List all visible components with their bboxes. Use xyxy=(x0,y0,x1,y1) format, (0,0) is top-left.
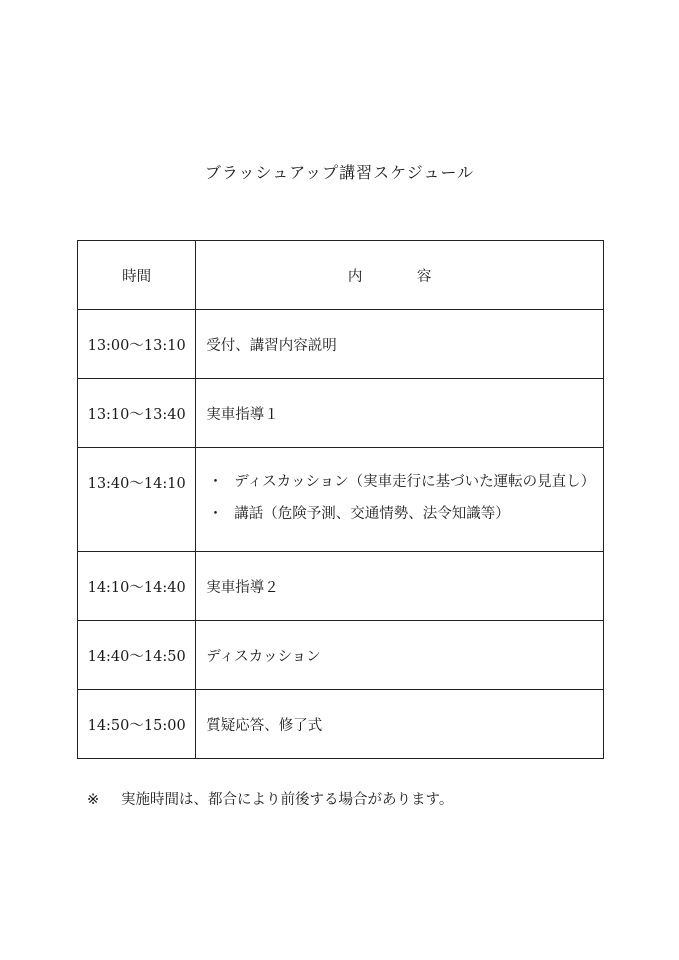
bullet-text: ディスカッション（実車走行に基づいた運転の見直し） xyxy=(234,474,596,490)
table-row xyxy=(78,448,604,552)
table-row xyxy=(78,310,604,379)
row-time: 13:10～13:40 xyxy=(78,379,196,448)
table-row xyxy=(78,690,604,759)
row-time: 13:00～13:10 xyxy=(78,310,196,379)
schedule-table xyxy=(77,240,604,759)
row-time: 14:10～14:40 xyxy=(78,552,196,621)
bullet-item xyxy=(206,466,603,498)
bullet-item xyxy=(206,498,603,530)
bullet-mark: ・ xyxy=(208,506,223,522)
table-row xyxy=(78,621,604,690)
table-row xyxy=(78,379,604,448)
row-content: 受付、講習内容説明 xyxy=(196,310,604,379)
row-content-bullets xyxy=(196,448,604,552)
page-title: ブラッシュアップ講習スケジュール xyxy=(204,163,475,182)
reference-mark: ※ xyxy=(87,792,100,808)
row-content: ディスカッション xyxy=(196,621,604,690)
row-content: 実車指導１ xyxy=(196,379,604,448)
row-content: 質疑応答、修了式 xyxy=(196,690,604,759)
row-content: 実車指導２ xyxy=(196,552,604,621)
bullet-text: 講話（危険予測、交通情勢、法令知識等） xyxy=(234,506,510,522)
header-content-label: 内 容 xyxy=(347,268,452,285)
row-time: 14:40～14:50 xyxy=(78,621,196,690)
header-content xyxy=(196,241,604,310)
footnote-text: 実施時間は、都合により前後する場合があります。 xyxy=(121,792,454,808)
row-time: 13:40～14:10 xyxy=(78,448,196,552)
bullet-mark: ・ xyxy=(208,474,223,490)
row-time: 14:50～15:00 xyxy=(78,690,196,759)
footnote xyxy=(87,788,453,809)
header-time: 時間 xyxy=(78,241,196,310)
table-row xyxy=(78,552,604,621)
table-header-row xyxy=(78,241,604,310)
